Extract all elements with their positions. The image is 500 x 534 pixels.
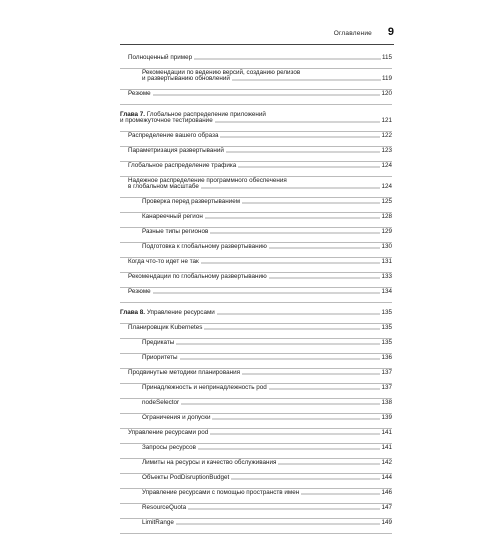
toc-entry-title: Планировщик Kubernetes [128,324,203,331]
toc-page-number: 141 [381,444,392,451]
toc-entry-title: Надежное распределение программного обеспечения [128,177,287,184]
toc-page-number: 121 [381,117,392,125]
toc-entry[interactable] [120,132,392,144]
toc-entry[interactable] [120,384,392,396]
toc-page-number: 135 [381,324,392,331]
toc-page-number: 146 [381,489,392,496]
toc-page-number: 129 [381,228,392,235]
dot-leader [201,184,381,189]
entry-separator [120,302,392,303]
dot-leader [205,214,381,219]
toc-page-number: 135 [381,309,392,316]
toc-entry-title: Когда что-то идет не так [128,258,199,265]
toc-entry-title: Рекомендации по ведению версий, созданию релизов [142,69,301,76]
toc-entry-title: Объекты PodDisruptionBudget [142,474,230,481]
toc-entry-title-continued: и развертыванию обновлений [142,75,230,83]
toc-entry-title: Управление ресурсами pod [128,429,209,436]
toc-entry[interactable] [120,258,392,270]
toc-page-number: 120 [381,90,392,97]
running-header-title: Оглавление [333,30,372,37]
toc-entry-title: Глобальное распределение приложений [146,111,266,118]
toc-page-number: 139 [381,414,392,421]
toc-entry[interactable] [120,444,392,456]
toc-entry-title: Рекомендации по глобальному развертыванию [128,273,267,280]
toc-page-number: 134 [381,288,392,295]
dot-leader [180,355,381,360]
toc-page-number: 115 [381,54,392,61]
toc-entry-title: nodeSelector [142,399,180,406]
toc-page-number: 137 [381,369,392,376]
dot-leader [210,229,380,234]
dot-leader [269,244,381,249]
toc-page-number: 135 [381,339,392,346]
dot-leader [278,460,380,465]
toc-entry[interactable] [120,489,392,501]
toc-entry[interactable] [120,459,392,471]
dot-leader [232,76,381,81]
chapter-number: Глава 7. [120,111,146,118]
toc-entry[interactable] [120,54,392,66]
toc-page-number: 142 [381,459,392,466]
toc-entry[interactable] [120,399,392,411]
entry-separator [120,533,392,534]
toc-entry-title: ResourceQuota [142,504,187,511]
toc-entry-title: Подготовка к глобальному развертыванию [142,243,267,250]
toc-entry[interactable] [120,90,392,102]
dot-leader [238,163,380,168]
toc-entry[interactable] [120,354,392,366]
toc-entry-title: Приоритеты [142,354,178,361]
toc-entry[interactable] [120,213,392,225]
header-rule [120,44,394,45]
toc-page-number: 141 [381,429,392,436]
dot-leader [212,415,380,420]
toc-page-number: 131 [381,258,392,265]
toc-chapter-entry[interactable] [120,111,392,129]
toc-entry-title: Полноценный пример [128,54,193,61]
toc-entry-title: Канареечный регион [142,213,203,220]
dot-leader [215,118,381,123]
toc-entry-title: Проверка перед развертыванием [142,198,241,205]
dot-leader [269,274,381,279]
dot-leader [176,520,381,525]
toc-entry-title: Принадлежность и непринадлежность pod [142,384,267,391]
dot-leader [231,475,380,480]
toc-entry-title: Параметризация развертываний [128,147,224,154]
dot-leader [153,289,381,294]
dot-leader [194,55,381,60]
toc-page-number: 122 [381,132,392,139]
toc-entry[interactable] [120,339,392,351]
toc-page-number: 144 [381,474,392,481]
toc-entry[interactable] [120,288,392,300]
dot-leader [204,325,380,330]
toc-entry-title: Распределение вашего образа [128,132,219,139]
toc-entry-title: Резюме [128,288,151,295]
toc-entry[interactable] [120,147,392,159]
dot-leader [198,445,381,450]
dot-leader [226,148,381,153]
dot-leader [181,400,380,405]
toc-page-number: 136 [381,354,392,361]
toc-entry[interactable] [120,162,392,174]
dot-leader [217,310,381,315]
toc-page-number: 128 [381,213,392,220]
toc-entry-title-continued: в глобальном масштабе [128,183,199,191]
dot-leader [153,91,381,96]
toc-entry-title: Запросы ресурсов [142,444,196,451]
toc-entry[interactable] [120,414,392,426]
toc-page-number: 147 [381,504,392,511]
toc-entry[interactable] [120,369,392,381]
dot-leader [188,505,380,510]
chapter-number: Глава 8. [120,309,146,316]
toc-page-number: 149 [381,519,392,526]
toc-entry-title: Лимиты на ресурсы и качество обслуживания [142,459,277,466]
toc-entry-title: Управление ресурсами с помощью пространств имен [142,489,300,496]
toc-entry[interactable] [120,69,392,87]
toc-entry[interactable] [120,273,392,285]
dot-leader [220,133,380,138]
toc-page-number: 123 [381,147,392,154]
toc-entry-title: LimitRange [142,519,174,526]
toc-entry[interactable] [120,177,392,195]
table-of-contents [120,54,392,534]
running-header [120,26,394,42]
toc-entry[interactable] [120,519,392,531]
toc-page-number: 138 [381,399,392,406]
dot-leader [176,340,380,345]
toc-page-number: 125 [381,198,392,205]
toc-entry[interactable] [120,429,392,441]
toc-entry-title: Глобальное распределение трафика [128,162,237,169]
toc-page-number: 119 [381,75,392,83]
dot-leader [301,490,380,495]
toc-entry[interactable] [120,474,392,486]
toc-page-number: 124 [381,183,392,191]
dot-leader [242,199,380,204]
toc-entry-title: Продвинутые методики планирования [128,369,240,376]
toc-page-number: 137 [381,384,392,391]
entry-separator [120,104,392,105]
page-number: 9 [387,26,394,38]
toc-entry-title: Предикаты [142,339,175,346]
toc-entry-title: Ограничения и допуски [142,414,211,421]
toc-chapter-entry[interactable] [120,309,392,321]
toc-entry-title: Управление ресурсами [146,309,215,316]
dot-leader [210,430,380,435]
toc-entry[interactable] [120,243,392,255]
toc-entry[interactable] [120,228,392,240]
toc-entry-title: Разные типы регионов [142,228,209,235]
toc-entry-title-continued: и промежуточное тестирование [120,117,213,125]
toc-page-number: 124 [381,162,392,169]
dot-leader [269,385,381,390]
dot-leader [201,259,381,264]
toc-entry[interactable] [120,504,392,516]
toc-page-number: 130 [381,243,392,250]
toc-entry[interactable] [120,324,392,336]
toc-page-number: 133 [381,273,392,280]
toc-entry[interactable] [120,198,392,210]
toc-entry-title: Резюме [128,90,151,97]
dot-leader [242,370,380,375]
